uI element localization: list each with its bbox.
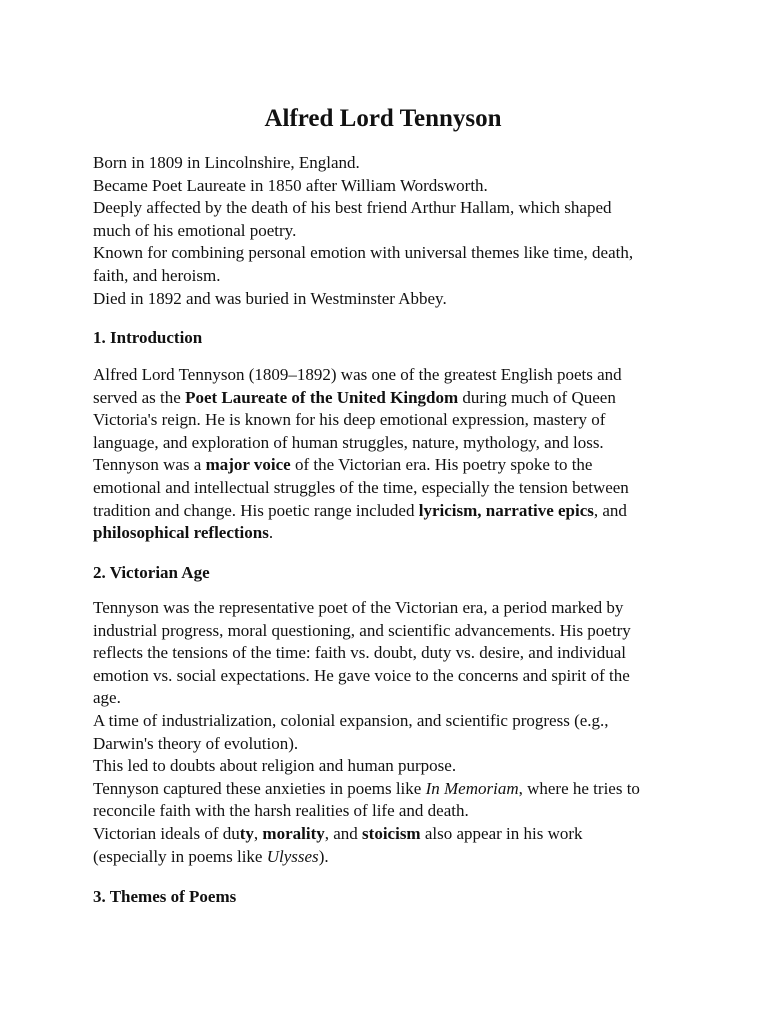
paragraph-line <box>93 778 678 801</box>
introduction-paragraph <box>93 364 678 545</box>
text-run: industrial progress, moral questioning, and scientific advancements. His poetry <box>93 620 631 640</box>
section-heading-introduction: 1. Introduction <box>93 328 203 347</box>
bold-text: philosophical reflections <box>93 523 269 543</box>
text-run: Tennyson captured these anxieties in poems like <box>93 778 426 798</box>
text-run: , and <box>593 500 627 520</box>
document-title: Alfred Lord Tennyson <box>264 105 502 132</box>
paragraph-line <box>93 620 678 643</box>
victorian-age-paragraph <box>93 597 678 868</box>
text-run: Tennyson was a <box>93 455 206 475</box>
text-run: This led to doubts about religion and human purpose. <box>93 756 457 776</box>
paragraph-line <box>93 522 678 545</box>
text-run: emotional and intellectual struggles of the time, especially the tension between <box>93 477 629 497</box>
bold-text: morality <box>262 823 325 843</box>
summary-line: Deeply affected by the death of his best friend Arthur Hallam, which shaped <box>93 198 612 218</box>
text-run: Tennyson was the representative poet of the Victorian era, a period marked by <box>93 598 624 617</box>
paragraph-line <box>93 755 678 778</box>
text-run: of the Victorian era. His poetry spoke to the <box>290 455 593 475</box>
text-run: , where he tries to <box>518 778 640 798</box>
text-run: , <box>253 823 263 843</box>
paragraph-line <box>93 597 678 620</box>
text-run: reconcile faith with the harsh realities of life and death. <box>93 801 469 821</box>
bold-text: major voice <box>205 455 291 475</box>
summary-line: faith, and heroism. <box>93 265 221 285</box>
paragraph-line <box>93 733 678 756</box>
text-run: served as the <box>93 387 186 407</box>
text-run: emotion vs. social expectations. He gave voice to the concerns and spirit of the <box>93 665 630 685</box>
text-run: during much of Queen <box>458 387 616 407</box>
summary-line: Known for combining personal emotion with universal themes like time, death, <box>93 243 634 263</box>
paragraph-line <box>93 454 678 477</box>
paragraph-line <box>93 409 678 432</box>
summary-block <box>93 152 678 310</box>
text-run: reflects the tensions of the time: faith vs. doubt, duty vs. desire, and individual <box>93 643 627 663</box>
text-run: also appear in his work <box>420 823 583 843</box>
paragraph-line <box>93 364 678 387</box>
text-run: age. <box>93 688 121 708</box>
text-run: Victoria's reign. He is known for his deep emotional expression, mastery of <box>93 410 606 430</box>
summary-line: Became Poet Laureate in 1850 after William Wordsworth. <box>93 175 488 195</box>
text-run: , and <box>324 823 363 843</box>
bold-text: stoicism <box>362 823 421 843</box>
text-run: (especially in poems like <box>93 846 267 866</box>
paragraph-line <box>93 687 678 710</box>
text-run: A time of industrialization, colonial expansion, and scientific progress (e.g., <box>93 710 609 730</box>
italic-text: Ulysses <box>266 846 319 866</box>
paragraph-line <box>93 665 678 688</box>
summary-line: Born in 1809 in Lincolnshire, England. <box>93 153 360 172</box>
bold-text: ty <box>239 823 254 843</box>
paragraph-line <box>93 500 678 523</box>
text-run: Alfred Lord Tennyson (1809–1892) was one of the greatest English poets and <box>93 365 622 384</box>
paragraph-line <box>93 387 678 410</box>
paragraph-line <box>93 477 678 500</box>
paragraph-line <box>93 846 678 869</box>
text-run: Darwin's theory of evolution). <box>93 733 299 753</box>
text-run: Victorian ideals of du <box>93 823 240 843</box>
text-run: ). <box>318 846 329 866</box>
text-run: . <box>268 523 274 543</box>
italic-text: In Memoriam <box>425 778 519 798</box>
bold-text: Poet Laureate of the United Kingdom <box>185 387 459 407</box>
summary-line: Died in 1892 and was buried in Westminster Abbey. <box>93 288 447 308</box>
paragraph-line <box>93 800 678 823</box>
paragraph-line <box>93 432 678 455</box>
paragraph-line <box>93 823 678 846</box>
bold-text: lyricism, narrative epics <box>418 500 594 520</box>
section-heading-victorian-age: 2. Victorian Age <box>93 563 210 582</box>
text-run: language, and exploration of human struggles, nature, mythology, and loss. <box>93 432 604 452</box>
paragraph-line <box>93 642 678 665</box>
text-run: tradition and change. His poetic range included <box>93 500 419 520</box>
section-heading-themes-of-poems: 3. Themes of Poems <box>93 887 237 906</box>
paragraph-line <box>93 710 678 733</box>
summary-line: much of his emotional poetry. <box>93 220 297 240</box>
